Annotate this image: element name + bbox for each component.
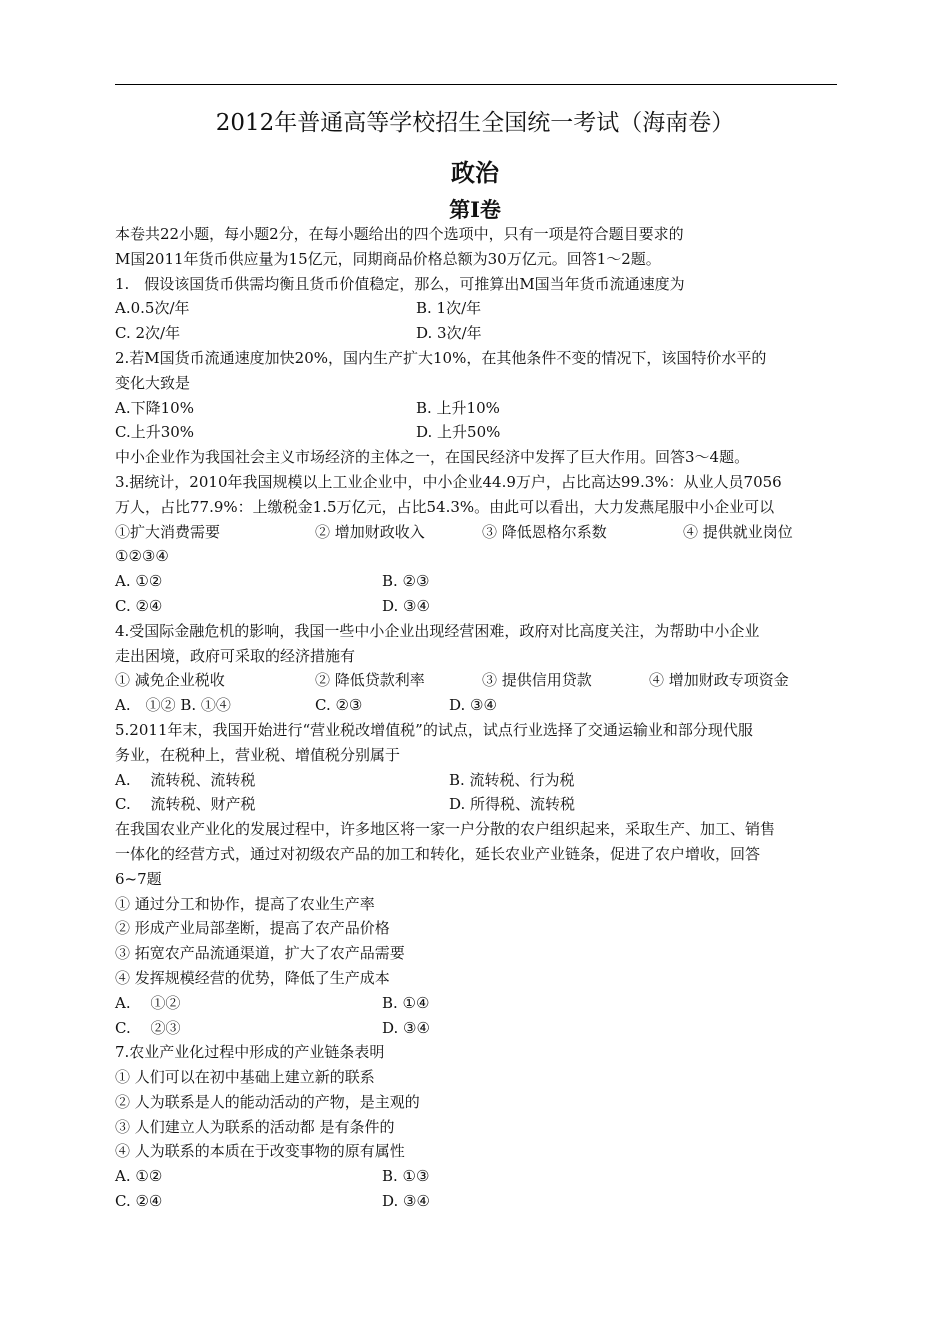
option-d: D. 3次/年 <box>416 324 482 343</box>
option-c: C. ②③ <box>115 1018 181 1037</box>
statement-list: ①②③④ <box>115 547 169 566</box>
option-a: A. ①② <box>115 1167 163 1186</box>
question-stem: 7.农业产业化过程中形成的产业链条表明 <box>115 1043 385 1062</box>
option-c: C. ②④ <box>115 596 163 615</box>
statement-row <box>115 520 839 545</box>
statement-2: ② 人为联系是人的能动活动的产物，是主观的 <box>115 1092 420 1111</box>
passage-text: 一体化的经营方式，通过对初级农产品的加工和转化，延长农业产业链条，促进了农户增收，回答 <box>115 844 761 863</box>
option-b: B. 上升10% <box>416 398 500 417</box>
text-line <box>115 966 839 991</box>
option-c: C. ②③ <box>315 696 363 715</box>
text-line <box>115 371 839 396</box>
text-line <box>115 644 839 669</box>
text-line <box>115 867 839 892</box>
statement-3: ③ 拓宽农产品流通渠道，扩大了农产品需要 <box>115 944 405 963</box>
volume-heading: 第Ⅰ卷 <box>449 197 501 222</box>
statement-1: ①扩大消费需要 <box>115 522 221 541</box>
option-d: D. ③④ <box>449 696 497 715</box>
option-row <box>115 396 839 421</box>
option-row <box>115 594 839 619</box>
document-body <box>115 222 839 1214</box>
option-b: B. ②③ <box>382 572 430 591</box>
page-title: 2012年普通高等学校招生全国统一考试（海南卷） <box>215 110 735 136</box>
text-line <box>115 1090 839 1115</box>
text-line <box>115 470 839 495</box>
statement-4: ④ 发挥规模经营的优势，降低了生产成本 <box>115 968 390 987</box>
option-b: B. 1次/年 <box>416 299 482 318</box>
text-line <box>115 817 839 842</box>
question-stem: 1. 假设该国货币供需均衡且货币价值稳定，那么，可推算出M国当年货币流通速度为 <box>115 274 685 293</box>
option-c: C. ②④ <box>115 1192 163 1211</box>
option-row <box>115 569 839 594</box>
statement-2: ② 增加财政收入 <box>315 522 425 541</box>
statement-3: ③ 人们建立人为联系的活动都 是有条件的 <box>115 1117 395 1136</box>
subject-heading: 政治 <box>451 158 499 187</box>
option-d: D. 所得税、流转税 <box>449 795 576 814</box>
option-row <box>115 991 839 1016</box>
option-b: B. 流转税、行为税 <box>449 770 575 789</box>
option-b: B. ①④ <box>382 993 430 1012</box>
question-stem: 5.2011年末，我国开始进行“营业税改增值税”的试点，试点行业选择了交通运输业和部分现代服 <box>115 720 753 739</box>
option-row <box>115 296 839 321</box>
text-line <box>115 1139 839 1164</box>
statement-1: ① 减免企业税收 <box>115 671 225 690</box>
option-d: D. ③④ <box>382 1018 430 1037</box>
text-line <box>115 916 839 941</box>
option-b: B. ①③ <box>382 1167 430 1186</box>
option-row <box>115 321 839 346</box>
text-line <box>115 247 839 272</box>
statement-3: ③ 提供信用贷款 <box>482 671 592 690</box>
option-row <box>115 768 839 793</box>
statement-4: ④ 人为联系的本质在于改变事物的原有属性 <box>115 1142 405 1161</box>
option-row <box>115 1164 839 1189</box>
text-line <box>115 272 839 297</box>
statement-3: ③ 降低恩格尔系数 <box>482 522 607 541</box>
option-row <box>115 1189 839 1214</box>
option-a: A. ①② <box>115 572 163 591</box>
text-line <box>115 346 839 371</box>
option-row <box>115 420 839 445</box>
text-line <box>115 1040 839 1065</box>
option-d: D. ③④ <box>382 596 430 615</box>
passage-text: 中小企业作为我国社会主义市场经济的主体之一，在国民经济中发挥了巨大作用。回答3～4题。 <box>115 448 750 467</box>
statement-1: ① 人们可以在初中基础上建立新的联系 <box>115 1068 375 1087</box>
text-line <box>115 842 839 867</box>
text-line <box>115 619 839 644</box>
header-rule <box>115 84 837 85</box>
statement-row <box>115 668 839 693</box>
text-line <box>115 222 839 247</box>
text-line <box>115 544 839 569</box>
option-row <box>115 1016 839 1041</box>
instructions: 本卷共22小题，每小题2分，在每小题给出的四个选项中，只有一项是符合题目要求的 <box>115 225 684 243</box>
option-c: C. 2次/年 <box>115 324 181 343</box>
statement-4: ④ 提供就业岗位 <box>683 522 793 541</box>
text-line <box>115 445 839 470</box>
passage-text: 在我国农业产业化的发展过程中，许多地区将一家一户分散的农户组织起来，采取生产、加工、销售 <box>115 820 776 839</box>
question-stem: 走出困境，政府可采取的经济措施有 <box>115 646 356 665</box>
question-stem: 变化大致是 <box>115 373 191 392</box>
question-stem: 务业，在税种上，营业税、增值税分别属于 <box>115 745 401 764</box>
option-row <box>115 693 839 718</box>
statement-1: ① 通过分工和协作，提高了农业生产率 <box>115 894 375 913</box>
passage-text: 6~7题 <box>115 869 162 888</box>
question-stem: 2.若M国货币流通速度加快20%，国内生产扩大10%，在其他条件不变的情况下，该国特价水平的 <box>115 348 767 367</box>
statement-2: ② 降低贷款利率 <box>315 671 425 690</box>
passage-text: M国2011年货币供应量为15亿元，同期商品价格总额为30万亿元。回答1～2题。 <box>115 249 661 268</box>
question-stem: 万人，占比77.9%：上缴税金1.5万亿元，占比54.3%。由此可以看出，大力发燕尾服中小企业可以 <box>115 497 775 516</box>
option-d: D. ③④ <box>382 1192 430 1211</box>
option-a: A. ①② <box>115 993 181 1012</box>
option-a: A. 流转税、流转税 <box>115 770 256 789</box>
statement-2: ② 形成产业局部垄断，提高了农产品价格 <box>115 919 390 938</box>
statement-4: ④ 增加财政专项资金 <box>649 671 789 690</box>
option-c: C.上升30% <box>115 423 195 442</box>
option-row <box>115 792 839 817</box>
option-d: D. 上升50% <box>416 423 501 442</box>
question-stem: 4.受国际金融危机的影响，我国一些中小企业出现经营困难，政府对比高度关注，为帮助中小企业 <box>115 621 760 640</box>
text-line <box>115 892 839 917</box>
text-line <box>115 718 839 743</box>
text-line <box>115 495 839 520</box>
option-a: A.0.5次/年 <box>115 299 190 318</box>
text-line <box>115 743 839 768</box>
option-a-b: A. ①② B. ①④ <box>115 696 231 715</box>
text-line <box>115 1115 839 1140</box>
question-stem: 3.据统计，2010年我国规模以上工业企业中，中小企业44.9万户，占比高达99.3%：从业人员7056 <box>115 472 782 491</box>
text-line <box>115 941 839 966</box>
option-c: C. 流转税、财产税 <box>115 795 256 814</box>
text-line <box>115 1065 839 1090</box>
option-a: A.下降10% <box>115 398 194 417</box>
